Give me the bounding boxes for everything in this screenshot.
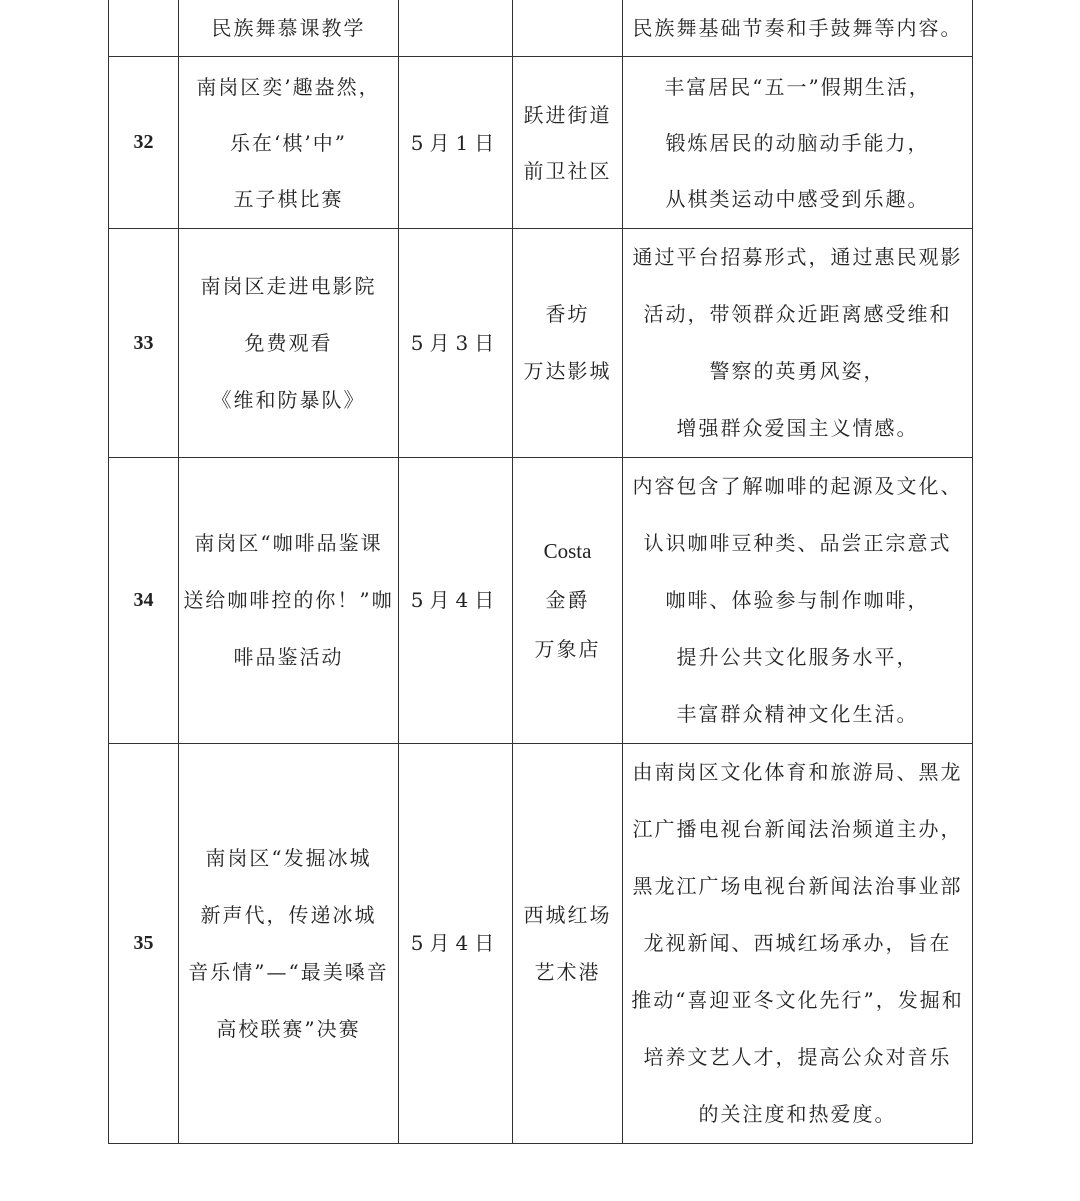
description-line: 通过平台招募形式，通过惠民观影 bbox=[632, 245, 963, 269]
venue-line: 香坊 bbox=[545, 302, 590, 326]
activity-name-line: 南岗区走进电影院 bbox=[200, 273, 377, 298]
table-row bbox=[109, 458, 973, 744]
activity-name-line: 民族舞慕课教学 bbox=[211, 15, 366, 40]
activity-name-cell bbox=[179, 0, 399, 57]
activity-name-line: 音乐情”—“最美嗓音 bbox=[188, 959, 389, 984]
activity-schedule-table bbox=[108, 0, 973, 1144]
description-line: 从棋类运动中感受到乐趣。 bbox=[665, 186, 930, 211]
activity-name-line: 免费观看 bbox=[244, 330, 333, 355]
description-cell bbox=[623, 57, 973, 229]
venue-line: 万象店 bbox=[534, 637, 601, 661]
description-line: 培养文艺人才，提高公众对音乐 bbox=[643, 1045, 952, 1069]
activity-name-line: 南岗区“咖啡品鉴课 bbox=[194, 531, 383, 555]
description-line: 提升公共文化服务水平， bbox=[676, 645, 919, 669]
venue-cell bbox=[513, 0, 623, 57]
venue-line: 金爵 bbox=[545, 588, 590, 612]
activity-name-line: 高校联赛”决赛 bbox=[216, 1016, 361, 1041]
row-number-cell: 34 bbox=[109, 458, 179, 744]
row-number-cell: 33 bbox=[109, 229, 179, 458]
table-row bbox=[109, 0, 973, 57]
date-line: 5月4日 bbox=[410, 588, 501, 612]
venue-line: 跃进街道 bbox=[523, 102, 612, 127]
venue-line: 艺术港 bbox=[534, 959, 601, 984]
description-line: 警察的英勇风姿， bbox=[709, 359, 886, 383]
row-number-cell bbox=[109, 0, 179, 57]
description-line: 认识咖啡豆种类、品尝正宗意式 bbox=[643, 531, 952, 555]
description-line: 的关注度和热爱度。 bbox=[698, 1102, 897, 1126]
description-cell bbox=[623, 458, 973, 744]
date-cell bbox=[399, 0, 513, 57]
date-cell bbox=[399, 458, 513, 744]
venue-line: 前卫社区 bbox=[523, 158, 612, 183]
venue-line: 西城红场 bbox=[523, 902, 612, 927]
description-line: 由南岗区文化体育和旅游局、黑龙 bbox=[632, 760, 963, 784]
description-cell bbox=[623, 229, 973, 458]
venue-line: 万达影城 bbox=[523, 359, 612, 383]
venue-cell bbox=[513, 458, 623, 744]
table-row bbox=[109, 744, 973, 1144]
venue-line: Costa bbox=[543, 539, 592, 563]
description-line: 民族舞基础节奏和手鼓舞等内容。 bbox=[632, 15, 963, 40]
date-cell bbox=[399, 744, 513, 1144]
description-line: 内容包含了解咖啡的起源及文化、 bbox=[632, 474, 963, 498]
description-line: 丰富群众精神文化生活。 bbox=[676, 702, 919, 726]
date-line: 5月3日 bbox=[410, 330, 501, 355]
activity-name-cell bbox=[179, 744, 399, 1144]
description-line: 咖啡、体验参与制作咖啡， bbox=[665, 588, 930, 612]
description-cell bbox=[623, 744, 973, 1144]
venue-cell bbox=[513, 229, 623, 458]
date-line: 5月1日 bbox=[410, 130, 501, 155]
activity-name-line: 五子棋比赛 bbox=[233, 186, 344, 211]
activity-name-line: 新声代，传递冰城 bbox=[200, 902, 377, 927]
description-line: 增强群众爱国主义情感。 bbox=[676, 416, 919, 440]
activity-name-cell bbox=[179, 229, 399, 458]
activity-name-line: 啡品鉴活动 bbox=[233, 645, 344, 669]
activity-name-line: 南岗区“发掘冰城 bbox=[205, 845, 372, 870]
row-number-cell: 35 bbox=[109, 744, 179, 1144]
description-line: 锻炼居民的动脑动手能力， bbox=[665, 130, 930, 155]
activity-name-line: 乐在‘棋’中” bbox=[230, 130, 347, 155]
description-cell bbox=[623, 0, 973, 57]
venue-cell bbox=[513, 744, 623, 1144]
activity-name-cell bbox=[179, 458, 399, 744]
date-line: 5月4日 bbox=[410, 931, 501, 955]
activity-name-line: 南岗区奕’趣盎然， bbox=[196, 74, 381, 99]
description-line: 活动，带领群众近距离感受维和 bbox=[643, 302, 952, 326]
activity-name-cell bbox=[179, 57, 399, 229]
date-cell bbox=[399, 57, 513, 229]
description-line: 丰富居民“五一”假期生活， bbox=[664, 74, 931, 99]
table-row bbox=[109, 229, 973, 458]
description-line: 推动“喜迎亚冬文化先行”，发掘和 bbox=[631, 988, 964, 1012]
description-line: 江广播电视台新闻法治频道主办， bbox=[632, 817, 963, 841]
table-row bbox=[109, 57, 973, 229]
date-cell bbox=[399, 229, 513, 458]
description-line: 龙视新闻、西城红场承办，旨在 bbox=[643, 931, 952, 955]
row-number-cell: 32 bbox=[109, 57, 179, 229]
venue-cell bbox=[513, 57, 623, 229]
activity-name-line: 送给咖啡控的你！”咖 bbox=[183, 588, 394, 612]
description-line: 黑龙江广场电视台新闻法治事业部 bbox=[632, 874, 963, 898]
activity-name-line: 《维和防暴队》 bbox=[211, 387, 366, 412]
